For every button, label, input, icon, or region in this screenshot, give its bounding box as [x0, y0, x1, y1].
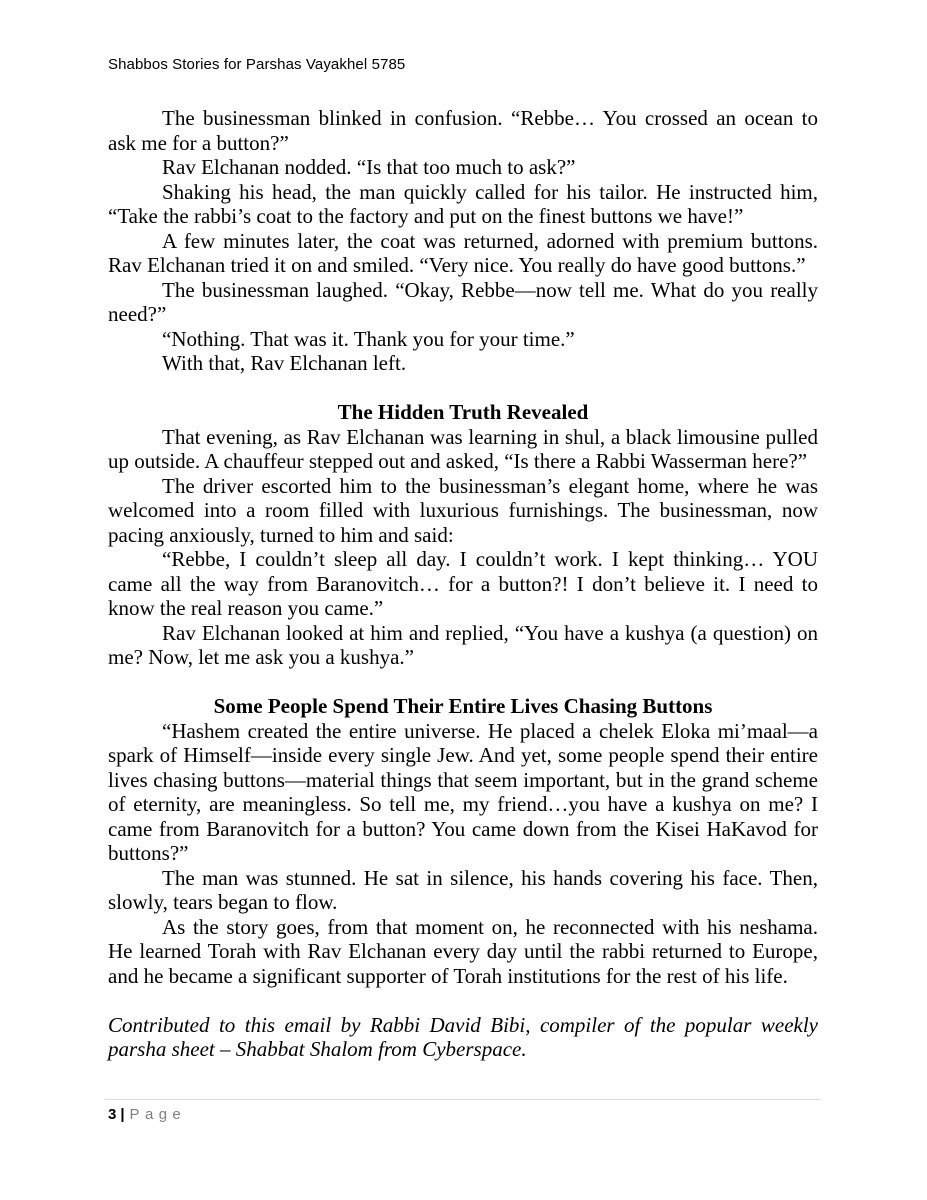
paragraph: Rav Elchanan looked at him and replied, “You have a kushya (a question) on me? Now, let me ask you a kushya.”: [108, 620, 818, 669]
footer-page-label: Page: [129, 1106, 187, 1123]
page-footer: [108, 1106, 186, 1123]
paragraph: “Rebbe, I couldn’t sleep all day. I couldn’t work. I kept thinking… YOU came all the way from Baranovitch… for a button?! I don’t believe it. I need to know the real reason you came.”: [108, 547, 818, 620]
contributor-note: Contributed to this email by Rabbi David Bibi, compiler of the popular weekly parsha sheet – Shabbat Shalom from Cyberspace.: [108, 1012, 818, 1061]
footer-separator: |: [120, 1106, 125, 1123]
section-heading: The Hidden Truth Revealed: [337, 400, 589, 424]
document-body: [108, 106, 818, 1062]
section-heading: Some People Spend Their Entire Lives Chasing Buttons: [213, 694, 713, 718]
paragraph: The businessman blinked in confusion. “Rebbe… You crossed an ocean to ask me for a button?”: [108, 106, 818, 155]
paragraph: With that, Rav Elchanan left.: [162, 351, 407, 375]
page-number: 3: [108, 1106, 117, 1123]
paragraph: A few minutes later, the coat was returned, adorned with premium buttons. Rav Elchanan tried it on and smiled. “Very nice. You really do have good buttons.”: [108, 228, 818, 277]
paragraph: “Hashem created the entire universe. He placed a chelek Eloka mi’maal—a spark of Himself—inside every single Jew. And yet, some people spend their entire lives chasing buttons—material things that seem important, but in the grand scheme of eternity, are meaningless. So tell me, my friend…you have a kushya on me? I came from Baranovitch for a button? You came down from the Kisei HaKavod for buttons?”: [108, 718, 818, 865]
page-header: Shabbos Stories for Parshas Vayakhel 5785: [108, 56, 406, 73]
paragraph: The man was stunned. He sat in silence, his hands covering his face. Then, slowly, tears began to flow.: [108, 865, 818, 914]
paragraph: That evening, as Rav Elchanan was learning in shul, a black limousine pulled up outside. A chauffeur stepped out and asked, “Is there a Rabbi Wasserman here?”: [108, 424, 818, 473]
paragraph: Rav Elchanan nodded. “Is that too much to ask?”: [162, 155, 576, 179]
paragraph: The businessman laughed. “Okay, Rebbe—now tell me. What do you really need?”: [108, 277, 818, 326]
paragraph: The driver escorted him to the businessman’s elegant home, where he was welcomed into a room filled with luxurious furnishings. The businessman, now pacing anxiously, turned to him and said:: [108, 473, 818, 547]
paragraph: Shaking his head, the man quickly called for his tailor. He instructed him, “Take the rabbi’s coat to the factory and put on the finest buttons we have!”: [108, 179, 818, 228]
paragraph: “Nothing. That was it. Thank you for your time.”: [162, 326, 575, 351]
paragraph: As the story goes, from that moment on, he reconnected with his neshama. He learned Torah with Rav Elchanan every day until the rabbi returned to Europe, and he became a significant supporter of Torah institutions for the rest of his life.: [108, 914, 818, 988]
footer-divider: [105, 1099, 820, 1100]
